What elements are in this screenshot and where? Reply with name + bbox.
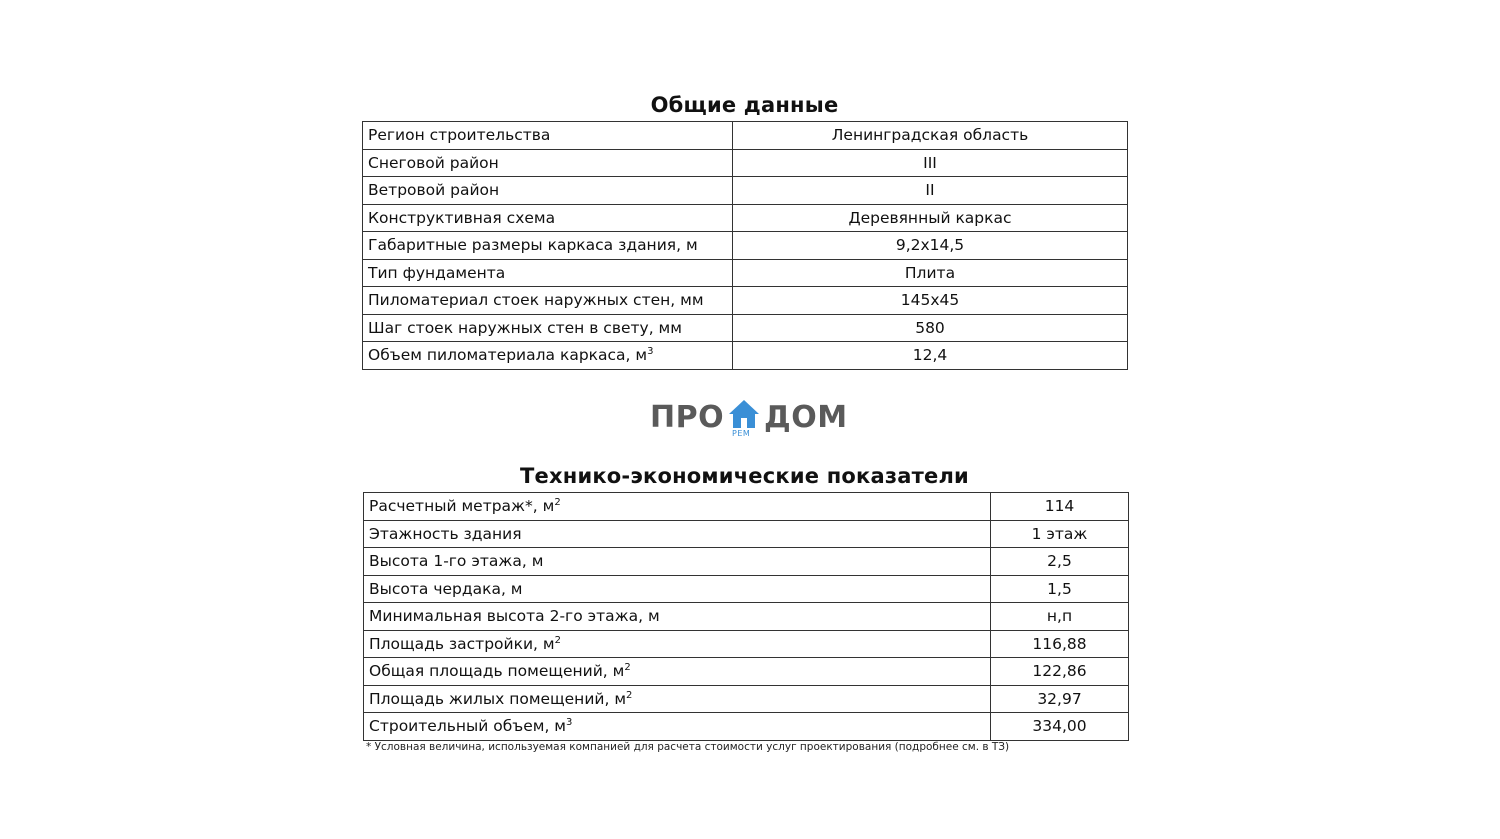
row-label [364,713,991,741]
row-value: 114 [991,493,1129,521]
row-value: 145х45 [733,287,1128,315]
row-label [363,232,733,260]
logo-word-left: ПРО [650,400,725,435]
row-label [363,204,733,232]
row-label [363,314,733,342]
row-label-text: Конструктивная схема [368,208,556,227]
row-label [364,658,991,686]
table-row [363,122,1128,150]
unit-exponent: 2 [554,634,561,646]
row-label [363,177,733,205]
row-label [364,493,991,521]
row-label-text: Минимальная высота 2-го этажа, м [369,607,660,626]
logo-subtext: РЕМ [732,429,751,438]
row-label-text: Габаритные размеры каркаса здания, м [368,236,698,255]
row-value: 9,2х14,5 [733,232,1128,260]
pro-dom-logo [648,398,853,442]
row-label [364,603,991,631]
row-value: Плита [733,259,1128,287]
row-value: 580 [733,314,1128,342]
row-value: 12,4 [733,342,1128,370]
row-label [363,149,733,177]
table-row [363,342,1128,370]
table-row [364,658,1129,686]
row-value: Деревянный каркас [733,204,1128,232]
table-row [364,630,1129,658]
row-value: 32,97 [991,685,1129,713]
row-label [364,630,991,658]
row-value: 1,5 [991,575,1129,603]
row-label [363,287,733,315]
row-value: Ленинградская область [733,122,1128,150]
tech-economic-title: Технико-экономические показатели [520,464,969,488]
row-label-text: Снеговой район [368,153,499,172]
row-value: III [733,149,1128,177]
unit-exponent: 3 [566,717,573,729]
row-value: 122,86 [991,658,1129,686]
row-label-text: Высота 1-го этажа, м [369,552,544,571]
table-row [364,493,1129,521]
row-label [364,575,991,603]
unit-exponent: 3 [647,346,654,358]
row-label-text: Шаг стоек наружных стен в свету, мм [368,318,682,337]
table-row [363,259,1128,287]
row-value: 1 этаж [991,520,1129,548]
house-icon [728,399,760,429]
row-label-text: Этажность здания [369,524,522,543]
unit-exponent: 2 [624,662,631,674]
table-row [363,149,1128,177]
unit-exponent: 2 [554,497,561,509]
table-row [363,314,1128,342]
table-row [363,232,1128,260]
row-label [364,520,991,548]
table-row [363,287,1128,315]
row-label [363,259,733,287]
row-label-text: Ветровой район [368,181,500,200]
general-data-title: Общие данные [650,93,839,117]
row-label [363,342,733,370]
row-label [364,685,991,713]
tech-economic-table [363,492,1129,741]
row-label-text: Площадь жилых помещений, м [369,689,627,708]
row-label-text: Пиломатериал стоек наружных стен, мм [368,291,704,310]
table-row [363,204,1128,232]
table-row [363,177,1128,205]
row-label-text: Общая площадь помещений, м [369,662,625,681]
unit-exponent: 2 [626,689,633,701]
row-value: 334,00 [991,713,1129,741]
row-label [364,548,991,576]
general-data-table [362,121,1128,370]
row-label-text: Площадь застройки, м [369,634,555,653]
row-label-text: Высота чердака, м [369,579,523,598]
row-label-text: Строительный объем, м [369,717,566,736]
row-value: н,п [991,603,1129,631]
table-row [364,548,1129,576]
table-row [364,713,1129,741]
row-label-text: Объем пиломатериала каркаса, м [368,346,648,365]
table-row [364,520,1129,548]
row-label-text: Расчетный метраж*, м [369,497,555,516]
table-row [364,575,1129,603]
row-label-text: Регион строительства [368,126,551,145]
table-row [364,685,1129,713]
row-value: II [733,177,1128,205]
row-label [363,122,733,150]
logo-word-right: ДОМ [764,400,848,435]
row-label-text: Тип фундамента [368,263,506,282]
row-value: 116,88 [991,630,1129,658]
footnote: * Условная величина, используемая компанией для расчета стоимости услуг проектирования (подробнее см. в ТЗ) [366,741,1010,753]
row-value: 2,5 [991,548,1129,576]
table-row [364,603,1129,631]
